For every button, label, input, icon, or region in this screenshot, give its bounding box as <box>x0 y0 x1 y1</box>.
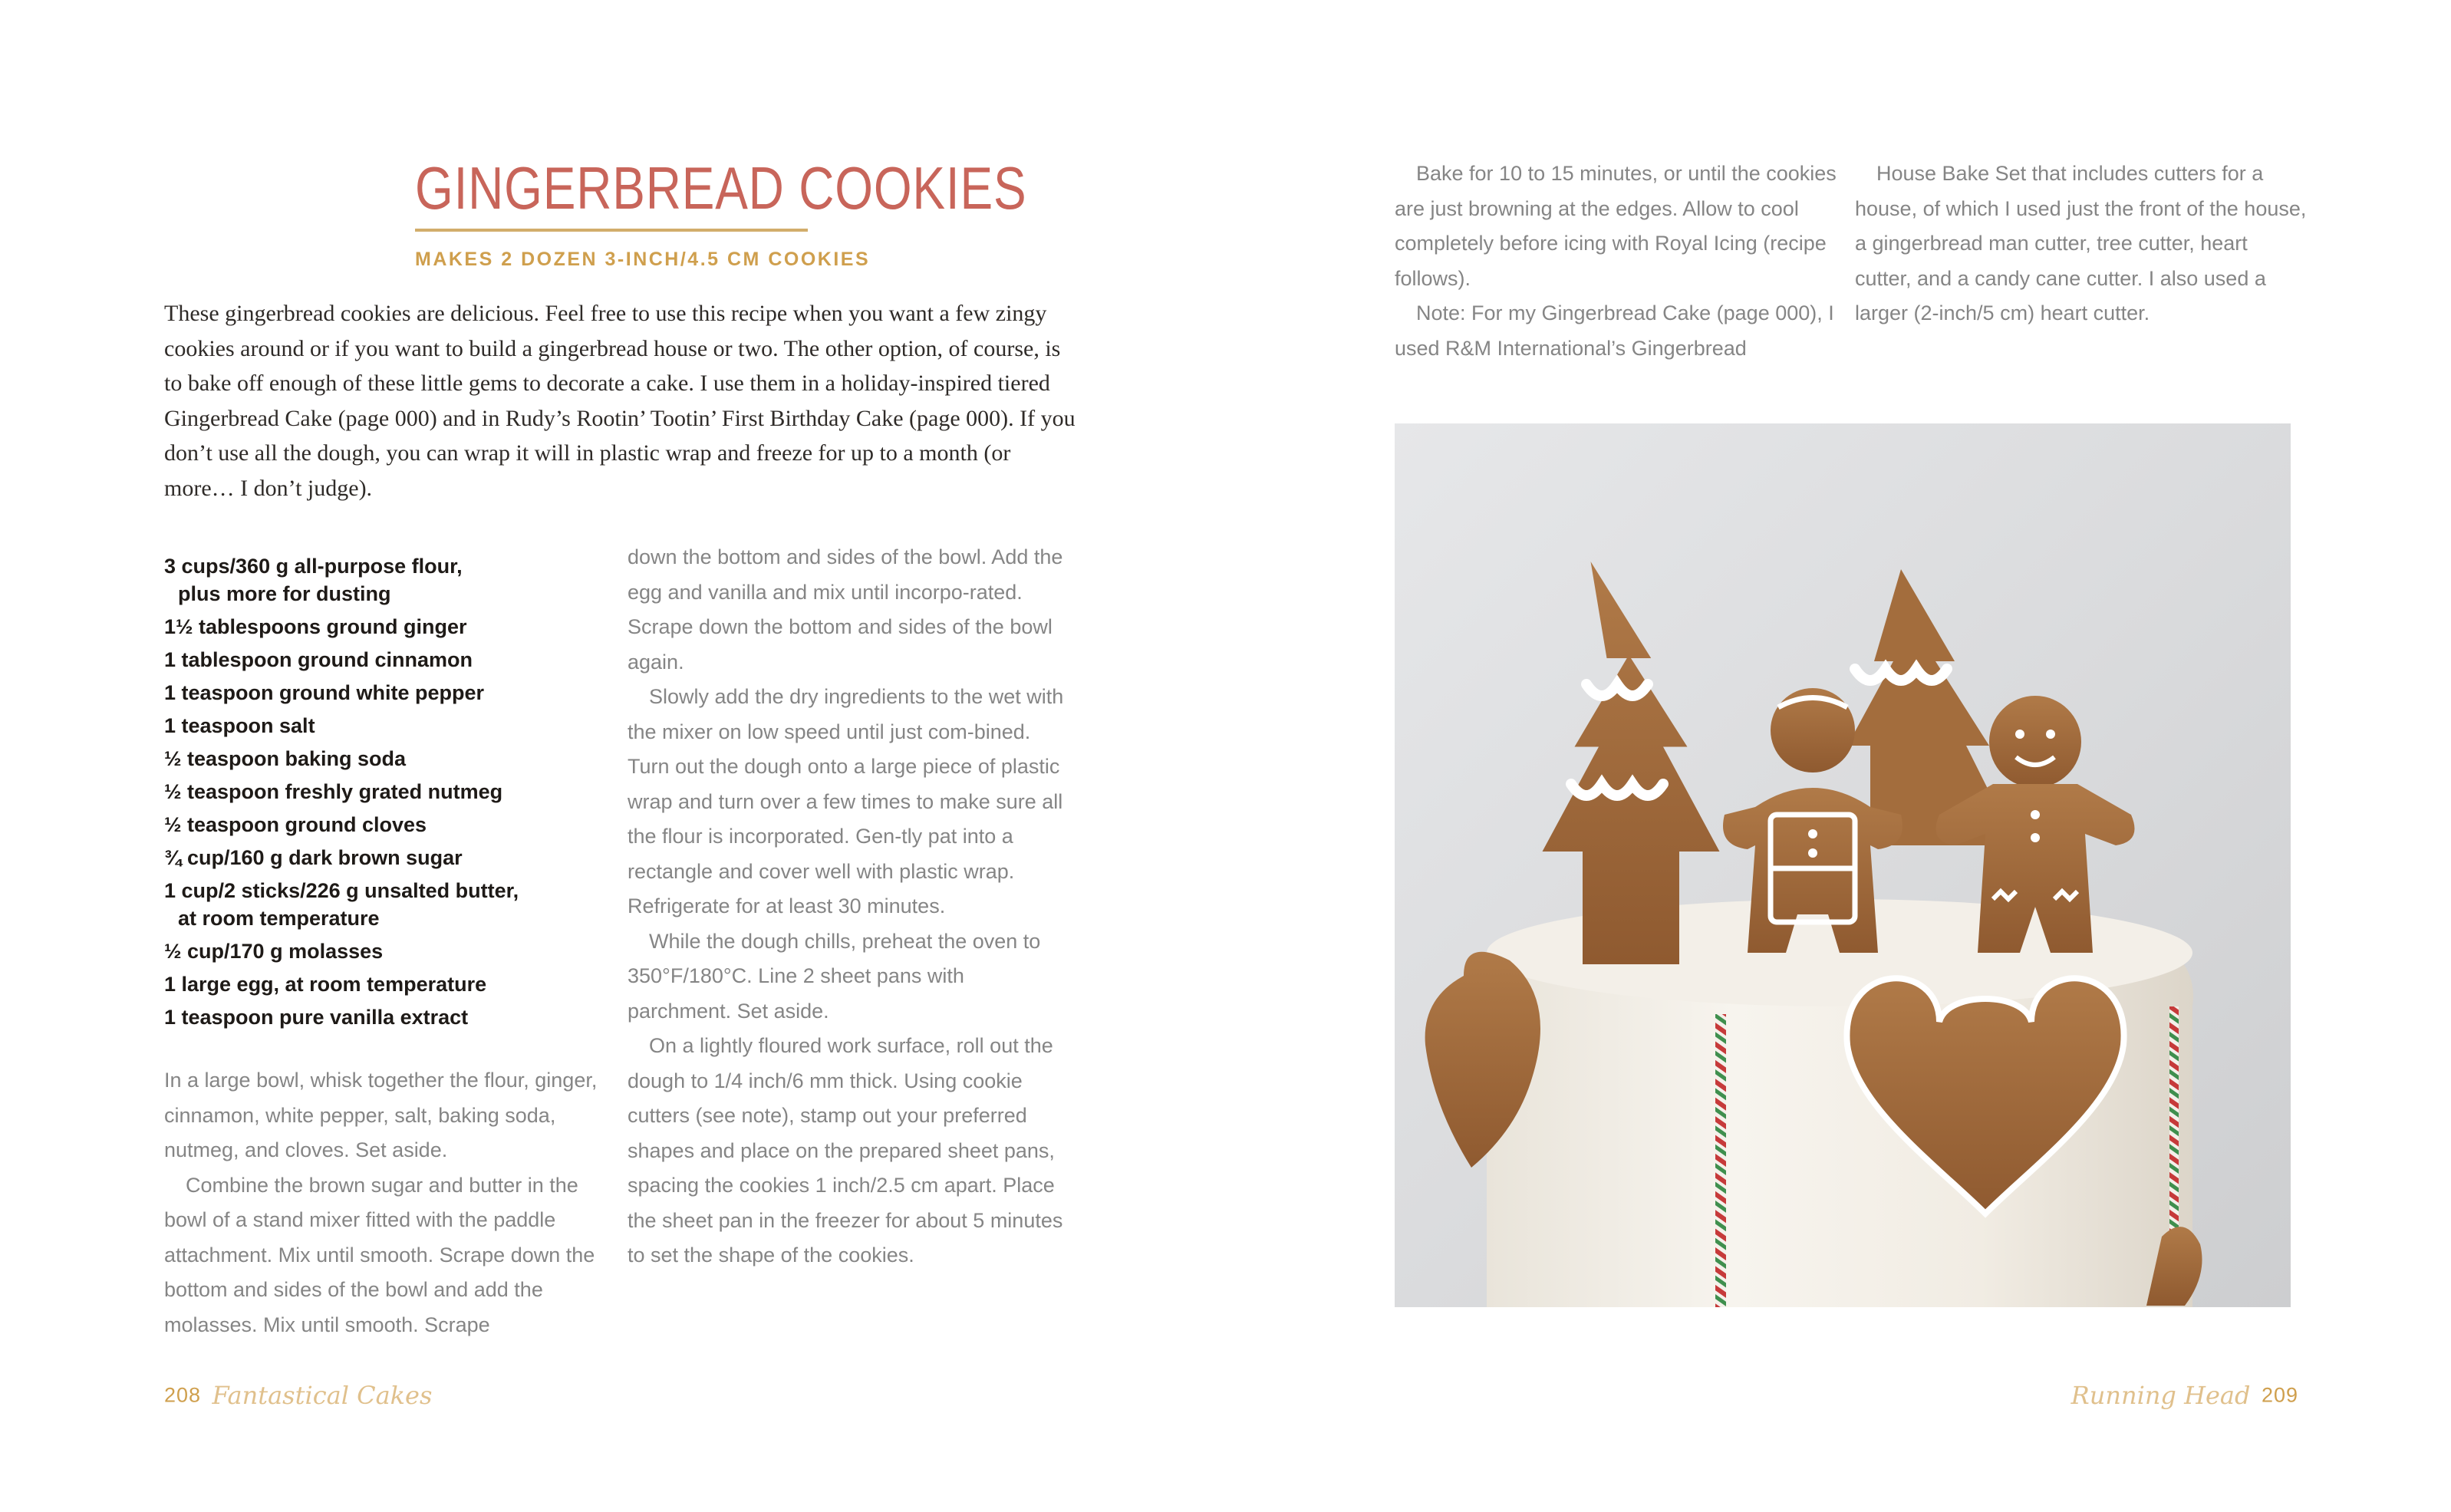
ingredient-item: 1 teaspoon ground white pepper <box>164 681 485 704</box>
method-paragraph: down the bottom and sides of the bowl. Add the egg and vanilla and mix until incorpo-rated. Scrape down the bottom and sides of the bowl again. <box>628 545 1063 674</box>
ingredient-item: ½ cup/170 g molasses <box>164 940 384 963</box>
method-paragraph: In a large bowl, whisk together the flour, ginger, cinnamon, white pepper, salt, baking soda, nutmeg, and cloves. Set aside. <box>164 1069 598 1161</box>
gingerbread-cake-photo <box>1395 423 2291 1307</box>
title-underline <box>415 229 808 232</box>
ingredient-item: ½ teaspoon ground cloves <box>164 813 427 836</box>
ingredient-item: 1½ tablespoons ground ginger <box>164 615 467 638</box>
ingredient-item: ¾ cup/160 g dark brown sugar <box>164 846 463 869</box>
method-paragraph: Slowly add the dry ingredients to the wet with the mixer on low speed until just com-bined. Turn out the dough onto a large piece of plastic wrap and turn over a few times to make sure all the flour is incorporated. Gen-tly pat into a rectangle and cover well with plastic wrap. Refrigerate for at least 30 minutes. <box>628 685 1064 917</box>
ingredient-item: 1 teaspoon pure vanilla extract <box>164 1006 469 1029</box>
folio-right <box>2064 1381 2298 1410</box>
note-paragraph: Note: For my Gingerbread Cake (page 000), I used R&M International’s Gingerbread <box>1395 301 1834 360</box>
ingredient-item: 3 cups/360 g all-purpose flour, plus more for dusting <box>164 555 463 605</box>
ingredient-item: 1 teaspoon salt <box>164 714 315 737</box>
ingredient-list <box>164 552 609 1036</box>
method-column-4 <box>1855 156 2308 331</box>
running-head: Fantastical Cakes <box>212 1381 433 1410</box>
method-column-2 <box>628 540 1072 1273</box>
page-number: 209 <box>2261 1383 2298 1407</box>
recipe-intro: These gingerbread cookies are delicious. Feel free to use this recipe when you want a few zingy cookies around or if you want to build a gingerbread house or two. The other option, of course, is to bake off enough of these little gems to decorate a cake. I use them in a holiday-inspired tiered Gingerbread Cake (page 000) and in Rudy’s Rootin’ Tootin’ First Birthday Cake (page 000). If you don’t use all the dough, you can wrap it will in plastic wrap and freeze for up to a month (or more… I don’t judge). <box>164 301 1076 501</box>
ingredient-item: ½ teaspoon baking soda <box>164 747 407 770</box>
method-paragraph: On a lightly floured work surface, roll out the dough to 1/4 inch/6 mm thick. Using cookie cutters (see note), stamp out your preferred shapes and place on the prepared sheet pans, spacing the cookies 1 inch/2.5 cm apart. Place the sheet pan in the freezer for about 5 minutes to set the shape of the cookies. <box>628 1034 1063 1267</box>
recipe-title: GINGERBREAD COOKIES <box>415 154 1027 222</box>
ingredient-item: 1 cup/2 sticks/226 g unsalted butter, at room temperature <box>164 879 519 930</box>
method-paragraph: Bake for 10 to 15 minutes, or until the cookies are just browning at the edges. Allow to cool completely before icing with Royal Icing (recipe follows). <box>1395 162 1837 290</box>
running-head: Running Head <box>2071 1381 2251 1410</box>
ingredient-item: ½ teaspoon freshly grated nutmeg <box>164 780 503 803</box>
page-number: 208 <box>164 1383 202 1407</box>
method-paragraph: While the dough chills, preheat the oven to 350°F/180°C. Line 2 sheet pans with parchment. Set aside. <box>628 929 1041 1023</box>
ingredient-item: 1 tablespoon ground cinnamon <box>164 648 473 671</box>
method-column-1 <box>164 1063 609 1342</box>
note-paragraph: House Bake Set that includes cutters for a house, of which I used just the front of the house, a gingerbread man cutter, tree cutter, heart cutter, and a candy cane cutter. I also used a larger (2-inch/5 cm) heart cutter. <box>1855 162 2307 324</box>
method-column-3 <box>1395 156 1847 366</box>
recipe-yield: MAKES 2 DOZEN 3-INCH/4.5 CM COOKIES <box>415 249 871 270</box>
folio-left <box>164 1381 440 1410</box>
cake-illustration <box>1395 423 2291 1307</box>
ingredient-item: 1 large egg, at room temperature <box>164 973 487 996</box>
method-paragraph: Combine the brown sugar and butter in the bowl of a stand mixer fitted with the paddle attachment. Mix until smooth. Scrape down the bottom and sides of the bowl and add the molasses. Mix until smooth. Scrape <box>164 1173 595 1336</box>
